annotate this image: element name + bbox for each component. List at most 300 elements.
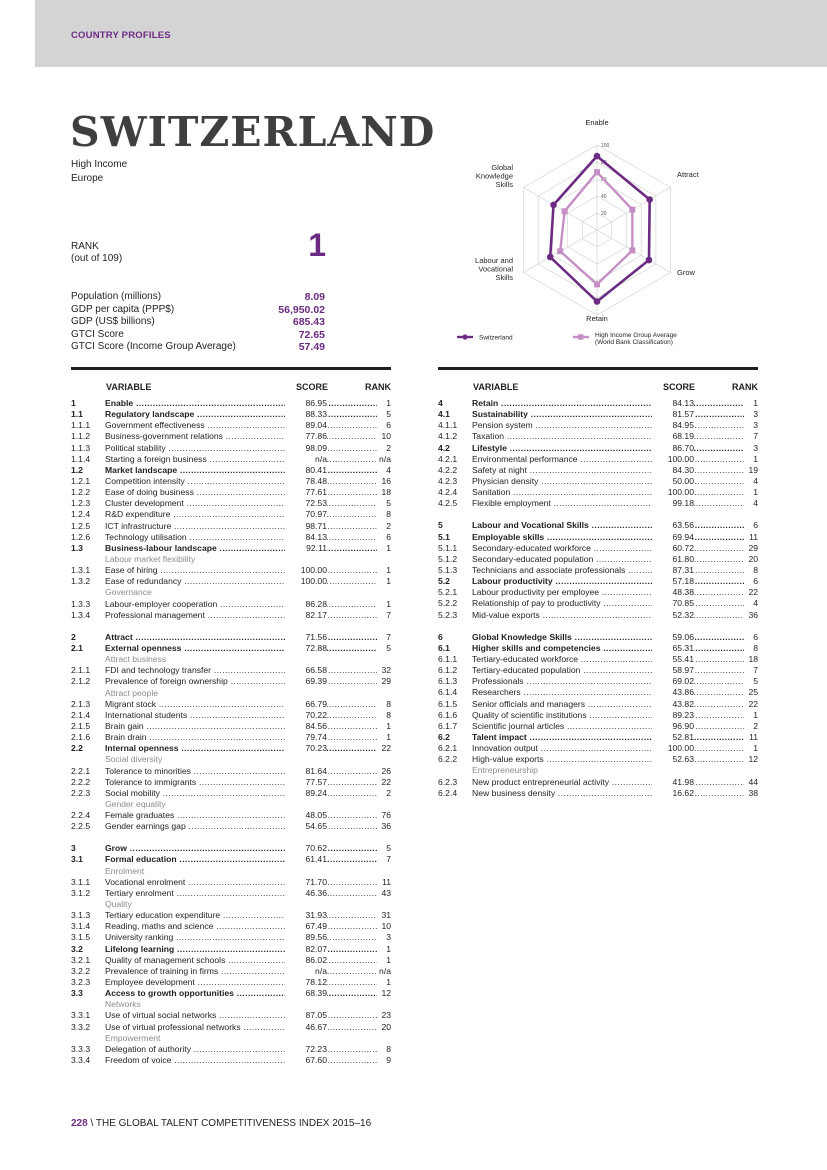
row-variable: Mid-value exports ..... — [472, 610, 758, 621]
row-score: 61.41 — [285, 854, 327, 865]
row-score: 66.58 — [285, 665, 327, 676]
row-rank: 7 — [377, 610, 391, 621]
row-code: 2.1 — [71, 642, 83, 653]
table-row — [438, 398, 758, 409]
row-variable: Empowerment — [105, 1032, 161, 1043]
row-score: 31.93 — [285, 910, 327, 921]
row-rank: 1 — [744, 710, 758, 721]
table-spacer — [438, 621, 758, 632]
table-row — [71, 454, 391, 465]
row-score: 65.31 — [652, 643, 694, 654]
country-title: SWITZERLAND — [70, 108, 436, 156]
row-variable: Ease of redundancy ..... — [105, 576, 391, 587]
row-variable: Business-government relations ..... — [105, 431, 391, 442]
row-variable: Social diversity — [105, 754, 163, 765]
row-variable: Scientific journal articles ..... — [472, 721, 758, 732]
header-variable: VARIABLE — [473, 382, 519, 392]
row-variable: Lifelong learning ..... — [105, 944, 391, 955]
table-subheading — [71, 587, 391, 598]
row-variable: Lifestyle ..... — [472, 443, 758, 454]
table-row — [71, 699, 391, 710]
table-row — [438, 732, 758, 743]
row-variable: Pension system ..... — [472, 420, 758, 431]
row-code: 1.1 — [71, 409, 83, 420]
row-rank: 43 — [377, 888, 391, 899]
radar-axis-label: Grow — [677, 268, 695, 277]
row-code: 1.2.5 — [71, 520, 91, 531]
row-code: 1.2.3 — [71, 498, 91, 509]
row-rank: 22 — [744, 587, 758, 598]
row-code: 3.2.3 — [71, 977, 91, 988]
table-row — [71, 721, 391, 732]
row-rank: 8 — [377, 1044, 391, 1055]
row-variable: Secondary-educated workforce ..... — [472, 543, 758, 554]
table-row — [71, 1010, 391, 1021]
table-row — [71, 988, 391, 999]
row-variable: Political stability ..... — [105, 443, 391, 454]
row-code: 6.1.2 — [438, 665, 458, 676]
row-code: 3.1.5 — [71, 932, 91, 943]
row-rank: 8 — [377, 509, 391, 520]
page-number: 228 — [71, 1118, 88, 1129]
row-code: 5.2 — [438, 576, 450, 587]
row-variable: New business density ..... — [472, 788, 758, 799]
row-code: 5.1.2 — [438, 553, 458, 564]
row-variable: Higher skills and competencies ..... — [472, 643, 758, 654]
row-rank: 6 — [377, 532, 391, 543]
table-row — [438, 676, 758, 687]
row-code: 3.2.1 — [71, 954, 91, 965]
rank-label: RANK (out of 109) — [71, 241, 123, 264]
table-row — [71, 877, 391, 888]
row-variable: Government effectiveness ..... — [105, 420, 391, 431]
row-score: 63.56 — [652, 520, 694, 531]
table-right — [438, 367, 758, 799]
table-row — [71, 599, 391, 610]
table-row — [438, 532, 758, 543]
table-row — [438, 699, 758, 710]
table-row — [438, 754, 758, 765]
row-rank: 1 — [377, 576, 391, 587]
row-rank: 12 — [377, 988, 391, 999]
row-variable: Vocational enrolment ..... — [105, 877, 391, 888]
row-variable: Quality of scientific institutions ..... — [472, 710, 758, 721]
row-variable: Migrant stock ..... — [105, 699, 391, 710]
row-code: 1.1.4 — [71, 453, 91, 464]
row-score: 78.12 — [285, 977, 327, 988]
row-score: 57.18 — [652, 576, 694, 587]
table-row — [71, 431, 391, 442]
row-variable: Physician density ..... — [472, 476, 758, 487]
row-variable: Formal education ..... — [105, 854, 391, 865]
radar-axis-label: Global — [491, 163, 513, 172]
row-rank: 25 — [744, 687, 758, 698]
row-score: 81.64 — [285, 766, 327, 777]
header-rank: RANK — [365, 382, 391, 392]
row-variable: New product entrepreneurial activity ..... — [472, 777, 758, 788]
row-variable: Gender earnings gap ..... — [105, 821, 391, 832]
table-row — [71, 532, 391, 543]
row-variable: Internal openness ..... — [105, 743, 391, 754]
page-margin — [0, 0, 35, 1170]
row-rank: 20 — [377, 1022, 391, 1033]
row-score: 70.62 — [285, 843, 327, 854]
row-rank: 6 — [744, 632, 758, 643]
stat-population: Population (millions) 8.09 — [71, 291, 325, 303]
row-variable: Freedom of voice ..... — [105, 1055, 391, 1066]
row-variable: Gender equality — [105, 798, 166, 809]
table-subheading — [71, 899, 391, 910]
row-rank: 8 — [377, 699, 391, 710]
radar-axis-label: Knowledge — [475, 171, 513, 181]
row-variable: Labour productivity per employee ..... — [472, 587, 758, 598]
table-row — [438, 443, 758, 454]
row-code: 1.2.1 — [71, 475, 91, 486]
table-subheading — [438, 765, 758, 776]
row-score: 86.70 — [652, 443, 694, 454]
table-subheading — [71, 799, 391, 810]
row-code: 2.2.5 — [71, 821, 91, 832]
row-code: 2.1.2 — [71, 676, 91, 687]
row-rank: 76 — [377, 810, 391, 821]
radar-series-point — [594, 169, 600, 175]
row-score: 60.72 — [652, 543, 694, 554]
row-score: 84.13 — [285, 532, 327, 543]
table-spacer — [438, 509, 758, 520]
row-code: 2.2.3 — [71, 787, 91, 798]
row-variable: Ease of doing business ..... — [105, 487, 391, 498]
radar-axis-line — [523, 188, 597, 231]
table-row — [438, 721, 758, 732]
row-score: 86.28 — [285, 599, 327, 610]
radar-series-point — [646, 257, 653, 264]
radar-axis-label: Vocational — [478, 264, 513, 274]
row-score: 52.63 — [652, 754, 694, 765]
table-body — [438, 398, 758, 799]
row-score: 69.02 — [652, 676, 694, 687]
row-rank: 20 — [744, 554, 758, 565]
row-score: 84.30 — [652, 465, 694, 476]
row-rank: 6 — [377, 420, 391, 431]
table-row — [71, 632, 391, 643]
row-score: 89.24 — [285, 788, 327, 799]
table-row — [71, 788, 391, 799]
row-score: 70.23 — [285, 743, 327, 754]
row-code: 5.1.3 — [438, 564, 458, 575]
row-score: 68.19 — [652, 431, 694, 442]
row-score: 98.09 — [285, 443, 327, 454]
row-score: 89.23 — [652, 710, 694, 721]
table-row — [438, 643, 758, 654]
row-rank: 7 — [377, 632, 391, 643]
row-score: 71.56 — [285, 632, 327, 643]
row-code: 4.2.1 — [438, 453, 458, 464]
table-row — [71, 710, 391, 721]
radar-series-point — [562, 208, 568, 214]
radar-tick-label: 80 — [601, 160, 607, 166]
row-variable: Senior officials and managers ..... — [472, 699, 758, 710]
row-rank: 2 — [744, 721, 758, 732]
row-rank: 6 — [744, 520, 758, 531]
row-code: 6.2.3 — [438, 776, 458, 787]
table-row — [71, 576, 391, 587]
row-variable: Flexible employment ..... — [472, 498, 758, 509]
row-code: 1 — [71, 398, 76, 408]
row-variable: Safety at night ..... — [472, 465, 758, 476]
row-rank: 1 — [377, 732, 391, 743]
row-rank: 8 — [377, 710, 391, 721]
region: Europe — [71, 173, 104, 184]
row-variable: Delegation of authority ..... — [105, 1044, 391, 1055]
row-variable: Attract people — [105, 687, 159, 698]
row-variable: Professional management ..... — [105, 610, 391, 621]
row-rank: 9 — [377, 1055, 391, 1066]
row-rank: 1 — [377, 721, 391, 732]
radar-axis-label: Retain — [586, 314, 608, 323]
row-code: 3.1.3 — [71, 910, 91, 921]
table-row — [438, 498, 758, 509]
table-row — [71, 732, 391, 743]
row-rank: 4 — [377, 465, 391, 476]
row-rank: 4 — [744, 498, 758, 509]
row-rank: 6 — [744, 576, 758, 587]
row-code: 1.1.3 — [71, 442, 91, 453]
table-subheading — [71, 866, 391, 877]
row-rank: 12 — [744, 754, 758, 765]
table-row — [71, 443, 391, 454]
radar-series-point — [646, 196, 653, 203]
table-row — [71, 910, 391, 921]
row-rank: 2 — [377, 521, 391, 532]
row-score: 70.97 — [285, 509, 327, 520]
row-score: n/a — [285, 454, 327, 465]
row-code: 3 — [71, 843, 76, 854]
row-rank: 3 — [744, 420, 758, 431]
row-variable: Enrolment — [105, 865, 145, 876]
row-variable: Innovation output ..... — [472, 743, 758, 754]
row-variable: Sanitation ..... — [472, 487, 758, 498]
row-rank: 3 — [377, 932, 391, 943]
row-score: n/a — [285, 966, 327, 977]
row-variable: Secondary-educated population ..... — [472, 554, 758, 565]
table-row — [71, 476, 391, 487]
row-score: 86.95 — [285, 398, 327, 409]
table-row — [71, 420, 391, 431]
table-row — [438, 476, 758, 487]
row-variable: ICT infrastructure ..... — [105, 521, 391, 532]
row-rank: n/a — [377, 966, 391, 977]
row-rank: 5 — [377, 843, 391, 854]
row-rank: 1 — [377, 944, 391, 955]
row-score: 54.65 — [285, 821, 327, 832]
row-variable: Labour market flexibility — [105, 553, 196, 564]
row-score: 82.17 — [285, 610, 327, 621]
income-group: High Income — [71, 159, 128, 170]
row-rank: 31 — [377, 910, 391, 921]
row-code: 5.2.3 — [438, 609, 458, 620]
header-rank: RANK — [732, 382, 758, 392]
row-variable: Use of virtual professional networks ..... — [105, 1022, 391, 1033]
row-code: 1.3.1 — [71, 565, 91, 576]
header-score: SCORE — [663, 382, 696, 392]
row-code: 3.3.2 — [71, 1021, 91, 1032]
row-code: 3.1.4 — [71, 921, 91, 932]
row-variable: Grow ..... — [105, 843, 391, 854]
row-rank: 8 — [744, 565, 758, 576]
row-variable: Enable ..... — [105, 398, 391, 409]
radar-series-point — [594, 281, 600, 287]
row-code: 6.1.6 — [438, 709, 458, 720]
table-row — [71, 1044, 391, 1055]
table-row — [71, 509, 391, 520]
row-score: 72.88 — [285, 643, 327, 654]
table-row — [438, 687, 758, 698]
row-score: 46.36 — [285, 888, 327, 899]
row-variable: Labour and Vocational Skills ..... — [472, 520, 758, 531]
table-row — [438, 743, 758, 754]
row-variable: Female graduates ..... — [105, 810, 391, 821]
row-code: 1.1.1 — [71, 420, 91, 431]
row-variable: Tertiary enrolment ..... — [105, 888, 391, 899]
row-code: 3.3.3 — [71, 1043, 91, 1054]
footer-separator: \ — [90, 1118, 94, 1129]
radar-series-point — [557, 248, 563, 254]
table-rule — [438, 367, 758, 370]
table-row — [71, 888, 391, 899]
row-score: 87.05 — [285, 1010, 327, 1021]
row-rank: 18 — [377, 487, 391, 498]
row-variable: International students ..... — [105, 710, 391, 721]
row-variable: Business-labour landscape ..... — [105, 543, 391, 554]
row-score: 100.00 — [652, 743, 694, 754]
row-rank: 8 — [744, 643, 758, 654]
row-variable: Prevalence of foreign ownership ..... — [105, 676, 391, 687]
row-code: 6.2.1 — [438, 743, 458, 754]
table-row — [71, 498, 391, 509]
row-rank: 18 — [744, 654, 758, 665]
stat-gtci-score: GTCI Score 72.65 — [71, 328, 325, 341]
row-score: 67.60 — [285, 1055, 327, 1066]
row-score: 82.07 — [285, 944, 327, 955]
row-rank: 3 — [744, 443, 758, 454]
table-row — [71, 487, 391, 498]
row-code: 5.2.2 — [438, 598, 458, 609]
row-rank: 3 — [744, 409, 758, 420]
row-code: 4.1.1 — [438, 420, 458, 431]
row-score: 100.00 — [652, 454, 694, 465]
row-variable: Brain drain ..... — [105, 732, 391, 743]
table-row — [438, 576, 758, 587]
row-score: 70.22 — [285, 710, 327, 721]
radar-axis-label: Labour and — [475, 256, 513, 265]
row-rank: 23 — [377, 1010, 391, 1021]
row-variable: Ease of hiring ..... — [105, 565, 391, 576]
row-variable: Regulatory landscape ..... — [105, 409, 391, 420]
row-variable: Attract business — [105, 654, 167, 665]
footer-title: THE GLOBAL TALENT COMPETITIVENESS INDEX 2015–16 — [95, 1118, 372, 1129]
row-variable: Taxation ..... — [472, 431, 758, 442]
legend-label-average-note: (World Bank Classification) — [595, 339, 673, 346]
row-score: 55.41 — [652, 654, 694, 665]
radar-series-line — [560, 172, 632, 284]
row-score: 100.00 — [285, 565, 327, 576]
table-row — [71, 676, 391, 687]
row-score: 70.85 — [652, 598, 694, 609]
row-variable: Quality — [105, 899, 132, 910]
row-score: 84.56 — [285, 721, 327, 732]
row-variable: Employable skills ..... — [472, 532, 758, 543]
legend-label-average: High Income Group Average — [595, 332, 677, 339]
table-row — [438, 665, 758, 676]
table-row — [71, 743, 391, 754]
row-score: 69.94 — [652, 532, 694, 543]
row-rank: 11 — [377, 877, 391, 888]
legend-marker-country — [462, 334, 467, 339]
row-code: 3.3 — [71, 988, 83, 999]
row-code: 3.1 — [71, 854, 83, 865]
table-left — [71, 367, 391, 1066]
row-code: 3.3.1 — [71, 1010, 91, 1021]
table-header — [71, 378, 391, 398]
row-score: 68.39 — [285, 988, 327, 999]
row-variable: FDI and technology transfer ..... — [105, 665, 391, 676]
table-row — [438, 520, 758, 531]
row-code: 1.3.3 — [71, 598, 91, 609]
row-code: 2.1.5 — [71, 720, 91, 731]
row-score: 86.02 — [285, 955, 327, 966]
table-subheading — [71, 999, 391, 1010]
row-variable: High-value exports ..... — [472, 754, 758, 765]
table-subheading — [71, 1033, 391, 1044]
row-score: 89.04 — [285, 420, 327, 431]
row-variable: Labour productivity ..... — [472, 576, 758, 587]
table-subheading — [71, 688, 391, 699]
row-rank: 32 — [377, 665, 391, 676]
row-code: 1.2.6 — [71, 531, 91, 542]
row-score: 92.11 — [285, 543, 327, 554]
radar-series-point — [594, 153, 601, 160]
row-score: 43.86 — [652, 687, 694, 698]
row-score: 84.13 — [652, 398, 694, 409]
radar-axis-label: Skills — [495, 180, 513, 189]
row-score: 41.98 — [652, 777, 694, 788]
row-variable: Technicians and associate professionals ..... — [472, 565, 758, 576]
row-variable: Tolerance to minorities ..... — [105, 766, 391, 777]
table-row — [438, 654, 758, 665]
table-row — [438, 543, 758, 554]
row-variable: Use of virtual social networks ..... — [105, 1010, 391, 1021]
table-row — [71, 665, 391, 676]
table-body — [71, 398, 391, 1066]
row-code: 4.2.3 — [438, 475, 458, 486]
row-score: 89.56 — [285, 932, 327, 943]
row-code: 6.1.1 — [438, 653, 458, 664]
table-row — [438, 465, 758, 476]
radar-axis-label: Enable — [585, 118, 609, 127]
row-score: 87.31 — [652, 565, 694, 576]
row-variable: Attract ..... — [105, 632, 391, 643]
row-score: 81.57 — [652, 409, 694, 420]
row-rank: 29 — [744, 543, 758, 554]
row-score: 48.05 — [285, 810, 327, 821]
table-row — [438, 610, 758, 621]
row-code: 1.2 — [71, 464, 83, 475]
row-code: 3.1.1 — [71, 876, 91, 887]
row-variable: University ranking ..... — [105, 932, 391, 943]
row-rank: 1 — [744, 487, 758, 498]
table-row — [71, 821, 391, 832]
row-code: 2.2.2 — [71, 776, 91, 787]
